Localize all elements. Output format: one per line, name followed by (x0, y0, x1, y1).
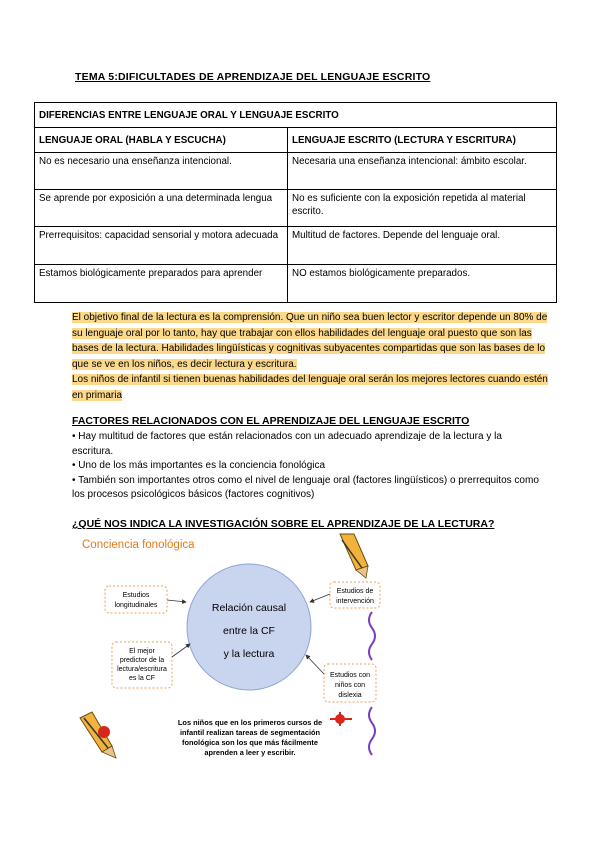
box-text: longitudinales (114, 602, 158, 609)
figure-caption-line: Los niños que en los primeros cursos de (177, 718, 323, 727)
table-cell: Prerrequisitos: capacidad sensorial y motora adecuada (35, 227, 288, 265)
box-text: niños con (335, 682, 365, 689)
table-cell: Se aprende por exposición a una determinada lengua (35, 190, 288, 227)
arrow (310, 594, 330, 602)
list-item: • Uno de los más importantes es la conciencia fonológica (72, 460, 326, 471)
table-cell: Estamos biológicamente preparados para aprender (35, 265, 288, 303)
box-text: es la CF (128, 675, 156, 682)
pencil-icon (80, 712, 116, 758)
figure-title: Conciencia fonológica (82, 539, 195, 551)
table-cell: Multitud de factores. Depende del lenguaje oral. (288, 227, 557, 265)
bullet-list (72, 430, 542, 503)
box-text: predictor de la (119, 657, 165, 664)
figure-caption-line: fonológica son los que más fácilmente (182, 738, 318, 747)
section-heading: ¿QUÉ NOS INDICA LA INVESTIGACIÓN SOBRE EL APRENDIZAJE DE LA LECTURA? (72, 518, 495, 530)
highlighted-text: El objetivo final de la lectura es la comprensión. Que un niño sea buen lector y escritor depende un 80% de su lenguaje oral por lo tanto, hay que trabajar con ellos habilidades del lenguaje oral puesto que son las bases de la lectura. Habilidades lingüísticas y cognitivas subyacentes compartidas que son las bases de lo que se ve en los niños, es decir lectura y escritura. (72, 312, 548, 370)
box-text: Estudios con (329, 672, 371, 679)
section-heading: FACTORES RELACIONADOS CON EL APRENDIZAJE DEL LENGUAJE ESCRITO (72, 415, 470, 427)
column-header-oral: LENGUAJE ORAL (HABLA Y ESCUCHA) (35, 128, 288, 153)
ellipse-line: Relación causal (211, 602, 287, 614)
box-text: lectura/escritura (117, 666, 167, 673)
highlighted-paragraph (72, 310, 552, 403)
document-title: TEMA 5:DIFICULTADES DE APRENDIZAJE DEL LENGUAJE ESCRITO (75, 71, 431, 83)
comparison-table (34, 102, 557, 303)
box-text: intervención (336, 598, 374, 605)
table-row (35, 265, 557, 303)
arrow (172, 644, 190, 657)
table-cell: Necesaria una enseñanza intencional: ámbito escolar. (288, 153, 557, 190)
box-text: Estudios de (336, 588, 374, 595)
table-cell: No es suficiente con la exposición repetida al material escrito. (288, 190, 557, 227)
figure-caption-line: infantil realizan tareas de segmentación (179, 728, 321, 737)
column-header-written: LENGUAJE ESCRITO (LECTURA Y ESCRITURA) (288, 128, 557, 153)
arrow (306, 655, 324, 674)
pencil-icon (340, 534, 368, 578)
table-caption: DIFERENCIAS ENTRE LENGUAJE ORAL Y LENGUAJE ESCRITO (35, 103, 557, 128)
table-row (35, 227, 557, 265)
box-text: dislexia (338, 692, 362, 699)
arrow (167, 600, 186, 602)
box-text: Estudios (122, 592, 150, 599)
table-row (35, 153, 557, 190)
phonological-awareness-figure (72, 532, 386, 766)
splat-icon (330, 712, 352, 726)
table-cell: No es necesario una enseñanza intencional. (35, 153, 288, 190)
ellipse-line: entre la CF (223, 625, 275, 637)
figure-caption-line: aprenden a leer y escribir. (204, 748, 296, 757)
table-row (35, 190, 557, 227)
table-cell: NO estamos biológicamente preparados. (288, 265, 557, 303)
list-item: • Hay multitud de factores que están relacionados con un adecuado aprendizaje de la lectura y la escritura. (72, 431, 502, 457)
box-text: El mejor (129, 648, 155, 655)
ellipse-line: y la lectura (223, 648, 275, 660)
list-item: • También son importantes otros como el nivel de lenguaje oral (factores lingüísticos) o prerrequitos como los procesos psicológicos básicos (factores cognitivos) (72, 474, 539, 500)
highlighted-text: Los niños de infantil si tienen buenas habilidades del lenguaje oral serán los mejores lectores cuando estén en primaria (72, 374, 548, 401)
